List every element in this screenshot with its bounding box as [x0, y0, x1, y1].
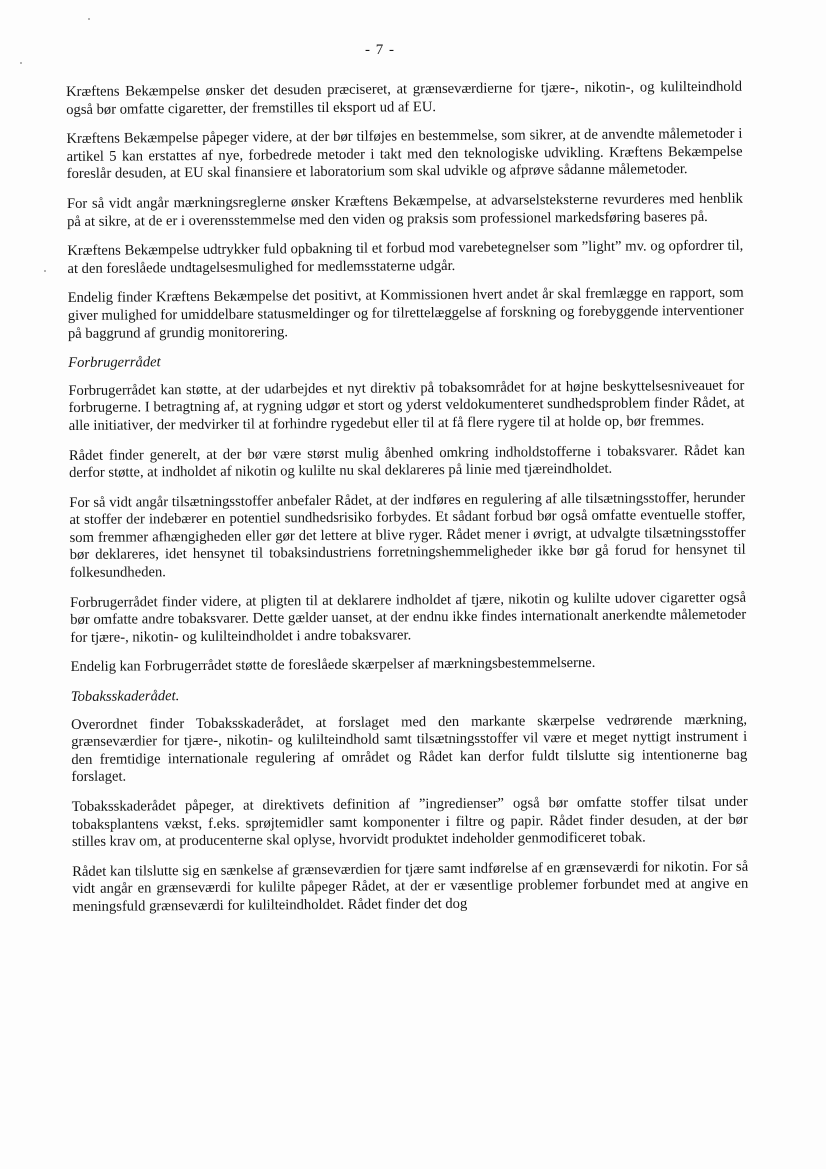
- section-heading-forbrugerraadet: Forbrugerrådet: [68, 354, 161, 372]
- page-number: - 7 -: [365, 42, 395, 58]
- paragraph: Endelig finder Kræftens Bekæmpelse det positivt, at Kommissionen hvert andet år skal fremlægge en rapport, som giver mulighed for umiddelbare statusmeldinger og for tilrettelæggelse af forskning og forebyggende interventioner på baggrund af grundig monitorering.: [67, 285, 744, 342]
- document-body: [66, 79, 749, 929]
- scan-speck: [88, 18, 90, 20]
- paragraph: Forbrugerrådet kan støtte, at der udarbejdes et nyt direktiv på tobaksområdet for at højne beskyttelsesniveauet for forbrugerne. I betragtning af, at rygning udgør et stort og yderst veldokumenteret sundhedsproblem finder Rådet, at alle initiativer, der medvirker til at forhindre rygedebut eller til at få flere rygere til at holde op, bør fremmes.: [68, 377, 745, 434]
- paragraph: Rådet kan tilslutte sig en sænkelse af grænseværdien for tjære samt indførelse af en grænseværdi for nikotin. For så vidt angår en grænseværdi for kulilte påpeger Rådet, at der er væsentlige problemer forbundet med at angive en meningsfuld grænseværdi for kulilteindholdet. Rådet finder det dog: [72, 858, 749, 915]
- paragraph: For så vidt angår mærkningsreglerne ønsker Kræftens Bekæmpelse, at advarselsteksterne revurderes med henblik på at sikre, at de er i overensstemmelse med den viden og praksis som professionel markedsføring baseres på.: [66, 190, 743, 230]
- section-heading-tobaksskaderaadet: Tobaksskaderådet.: [70, 688, 180, 706]
- paragraph: Overordnet finder Tobaksskaderådet, at forslaget med den markante skærpelse vedrørende mærkning, grænseværdier for tjære-, nikotin- og kulilteindhold samt tilsætningsstoffer vil være et meget nyttigt instrument i den fremtidige internationale regulering af området og Rådet kan derfor fuldt tilslutte sig intentionerne bag forslaget.: [70, 711, 748, 786]
- scan-speck: [20, 62, 22, 64]
- scan-speck: [44, 270, 46, 272]
- paragraph: Kræftens Bekæmpelse udtrykker fuld opbakning til et forbud mod varebetegnelser som ”light” mv. og opfordrer til, at den foreslåede undtagelsesmulighed for medlemsstaterne udgår.: [67, 237, 744, 277]
- paragraph: Rådet finder generelt, at der bør være størst mulig åbenhed omkring indholdstofferne i tobaksvarer. Rådet kan derfor støtte, at indholdet af nikotin og kulilte nu skal deklareres på linie med tjæreindholdet.: [68, 442, 745, 482]
- paragraph: Tobaksskaderådet påpeger, at direktivets definition af ”ingredienser” også bør omfatte stoffer tilsat under tobaksplantens vækst, f.eks. sprøjtemidler samt komponenter i filtre og papir. Rådet finder desuden, at der bør stilles krav om, at producenterne skal oplyse, hvorvidt produktet indeholder genmodificeret tobak.: [71, 793, 748, 851]
- paragraph: Kræftens Bekæmpelse påpeger videre, at der bør tilføjes en bestemmelse, som sikrer, at de anvendte målemetoder i artikel 5 kan erstattes af nye, forbedrede metoder i takt med den teknologiske udvikling. Kræftens Bekæmpelse foreslår desuden, at EU skal finansiere et laboratorium som skal udvikle og afprøve sådanne målemetoder.: [66, 125, 743, 183]
- paragraph: Endelig kan Forbrugerrådet støtte de foreslåede skærpelser af mærkningsbestemmelserne.: [70, 655, 596, 676]
- paragraph: Forbrugerrådet finder videre, at pligten til at deklarere indholdet af tjære, nikotin og kulilte udover cigaretter også bør omfatte andre tobaksvarer. Dette gælder uanset, at der endnu ikke findes internationalt anerkendte målemetoder for tjære-, nikotin- og kulilteindholdet i andre tobaksvarer.: [70, 589, 747, 646]
- paragraph: Kræftens Bekæmpelse ønsker det desuden præciseret, at grænseværdierne for tjære-, nikotin-, og kulilteindhold også bør omfatte cigaretter, der fremstilles til eksport ud af EU.: [66, 78, 743, 118]
- paragraph: For så vidt angår tilsætningsstoffer anbefaler Rådet, at der indføres en regulering af alle tilsætningsstoffer, herunder at stoffer der indebærer en potentiel sundhedsrisiko forbydes. Et sådant forbud bør også omfatte eventuelle stoffer, som fremmer afhængigheden eller gør det lettere at blive ryger. Rådet mener i øvrigt, at udvalgte tilsætningsstoffer bør deklareres, idet hensynet til tobaksindustriens forretningshemmeligheder ikke bør gå forud for hensynet til folkesundheden.: [69, 489, 746, 582]
